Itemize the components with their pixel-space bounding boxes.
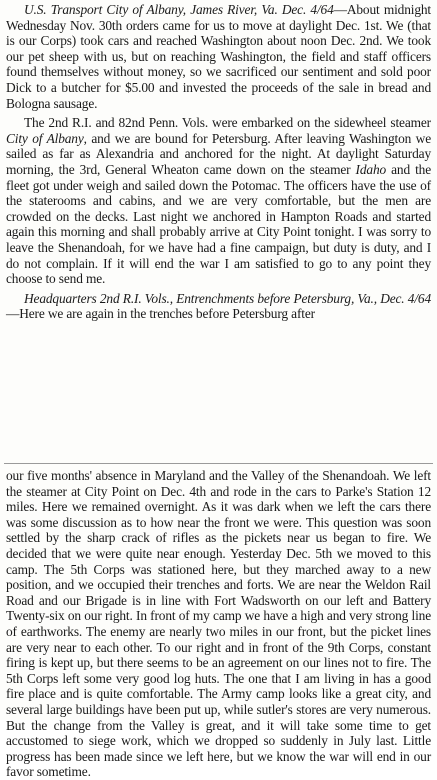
petersburg-body-top: —Here we are again in the trenches before Petersburg after	[6, 306, 315, 322]
ship-name-albany: City of Albany	[6, 130, 84, 146]
embarkation-middle: , and we are bound for Petersburg. After leaving Washington we sailed as far as Alexandria and anchored for the night. At daylight Saturday morning, the 3rd, General Wheaton came down on the steamer	[6, 130, 431, 177]
bottom-column	[6, 468, 431, 780]
albany-letter-body: —About midnight Wednesday Nov. 30th orders came for us to move at daylight Dec. 1st. We (that is our Corps) took cars and reached Washington about noon Dec. 2nd. We took our pet sheep with us, but on reaching Washington, the field and staff officers found themselves without money, so we sacrificed our sentiment and sold poor Dick to a butcher for $5.00 and invested the proceeds of the sale in bread and Bologna sausage.	[6, 2, 431, 111]
paragraph-petersburg-continued	[6, 468, 431, 780]
paragraph-albany-letter	[6, 2, 431, 111]
embarkation-rest: and the fleet got under weigh and sailed down the Potomac. The officers have the use of the staterooms and cabins, and we are very comfortable, but the men are crowded on the decks. Last night we anchored in Hampton Roads and started again this morning and shall probably arrive at City Point tonight. I was sorry to leave the Shenandoah, for we have had a fine campaign, but duty is duty, and I do not complain. If it will end the war I am satisfied to go to any point they choose to send me.	[6, 161, 431, 287]
paragraph-embarkation	[6, 115, 431, 287]
ship-name-idaho: Idaho	[355, 161, 387, 177]
dateline-petersburg: Headquarters 2nd R.I. Vols., Entrenchments before Petersburg, Va., Dec. 4/64	[24, 290, 431, 306]
top-column	[6, 2, 431, 322]
embarkation-lead: The 2nd R.I. and 82nd Penn. Vols. were embarked on the sidewheel steamer	[24, 115, 431, 131]
paragraph-petersburg-start	[6, 291, 431, 322]
petersburg-body-bottom: our five months' absence in Maryland and the Valley of the Shenandoah. We left the steamer at City Point on Dec. 4th and rode in the cars to Parke's Station 12 miles. Here we remained overnight. As it was dark when we left the cars there was some discussion as to how near the front we were. This question was soon settled by the sharp crack of rifles as the pickets near us began to fire. We decided that we were quite near enough. Yesterday Dec. 5th we moved to this camp. The 5th Corps was stationed here, but they marched away to a new position, and we occupied their trenches and forts. We are near the Weldon Rail Road and our Brigade is in line with Fort Wadsworth on our left and Battery Twenty-six on our right. In front of my camp we have a high and very strong line of earthworks. The enemy are nearly two miles in our front, but the picket lines are very near to each other. To our right and in front of the 9th Corps, constant firing is kept up, but there seems to be an agreement on our lines not to fire. The 5th Corps left some very good log huts. The one that I am living in has a good fire place and is quite comfortable. The Army camp looks like a great city, and several large buildings have been put up, while sutler's stores are very numerous. But the change from the Valley is great, and it will take some time to get accustomed to siege work, which we dropped so suddenly in July last. Little progress has been made since we left here, but we know the war will end in our favor sometime.	[6, 468, 431, 780]
fold-divider	[4, 463, 433, 464]
dateline-albany: U.S. Transport City of Albany, James River, Va. Dec. 4/64	[24, 2, 334, 17]
